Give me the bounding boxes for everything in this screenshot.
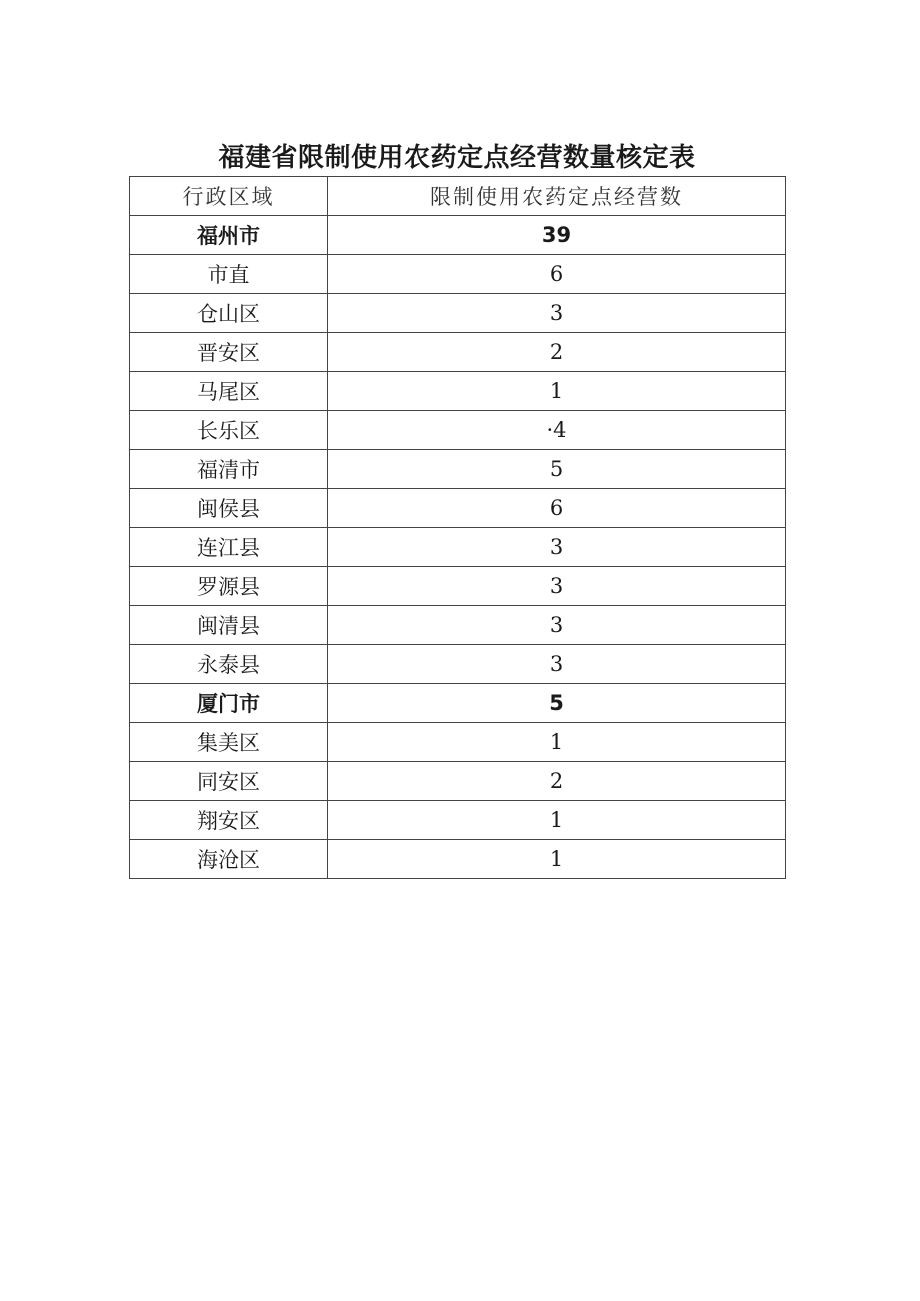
count-cell: 5 xyxy=(328,684,786,723)
count-cell: 2 xyxy=(328,762,786,801)
document-title: 福建省限制使用农药定点经营数量核定表 xyxy=(218,143,696,173)
count-cell: 1 xyxy=(328,840,786,879)
region-cell: 永泰县 xyxy=(130,645,328,684)
table-row xyxy=(130,333,786,372)
count-cell: 3 xyxy=(328,567,786,606)
region-cell: 晋安区 xyxy=(130,333,328,372)
region-cell: 翔安区 xyxy=(130,801,328,840)
table-row xyxy=(130,294,786,333)
table-row xyxy=(130,645,786,684)
region-cell: 厦门市 xyxy=(130,684,328,723)
table-row xyxy=(130,489,786,528)
region-cell: 闽侯县 xyxy=(130,489,328,528)
table-row xyxy=(130,372,786,411)
region-cell: 同安区 xyxy=(130,762,328,801)
count-cell: 1 xyxy=(328,723,786,762)
table-row xyxy=(130,255,786,294)
count-cell: 3 xyxy=(328,606,786,645)
table-row xyxy=(130,411,786,450)
count-cell: ·4 xyxy=(328,411,786,450)
header-count: 限制使用农药定点经营数 xyxy=(328,177,786,216)
count-cell: 1 xyxy=(328,372,786,411)
table-row xyxy=(130,606,786,645)
table-row xyxy=(130,216,786,255)
region-cell: 福清市 xyxy=(130,450,328,489)
count-cell: 2 xyxy=(328,333,786,372)
table-row xyxy=(130,450,786,489)
table-row xyxy=(130,684,786,723)
count-cell: 6 xyxy=(328,489,786,528)
region-cell: 福州市 xyxy=(130,216,328,255)
count-cell: 39 xyxy=(328,216,786,255)
region-cell: 市直 xyxy=(130,255,328,294)
region-cell: 仓山区 xyxy=(130,294,328,333)
region-cell: 长乐区 xyxy=(130,411,328,450)
region-cell: 马尾区 xyxy=(130,372,328,411)
table-row xyxy=(130,762,786,801)
count-cell: 6 xyxy=(328,255,786,294)
table-row xyxy=(130,723,786,762)
count-cell: 1 xyxy=(328,801,786,840)
count-cell: 3 xyxy=(328,294,786,333)
region-cell: 连江县 xyxy=(130,528,328,567)
table-row xyxy=(130,528,786,567)
region-cell: 集美区 xyxy=(130,723,328,762)
count-cell: 3 xyxy=(328,645,786,684)
table-body xyxy=(130,216,786,879)
table-header-row xyxy=(130,177,786,216)
table-row xyxy=(130,840,786,879)
table-row xyxy=(130,567,786,606)
count-cell: 3 xyxy=(328,528,786,567)
quota-table xyxy=(129,176,786,879)
region-cell: 闽清县 xyxy=(130,606,328,645)
region-cell: 海沧区 xyxy=(130,840,328,879)
count-cell: 5 xyxy=(328,450,786,489)
header-region: 行政区域 xyxy=(130,177,328,216)
region-cell: 罗源县 xyxy=(130,567,328,606)
table-row xyxy=(130,801,786,840)
